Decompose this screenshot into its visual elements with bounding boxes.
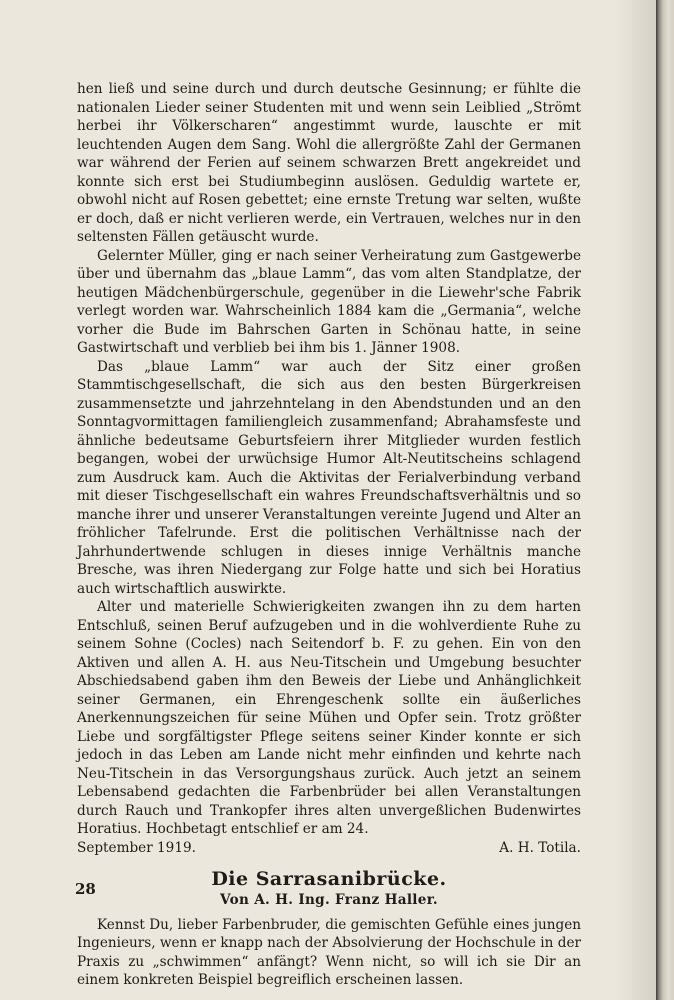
paragraph-5: Kennst Du, lieber Farbenbruder, die gemischten Gefühle eines jungen Ingenieurs, wenn er knapp nach der Absolvierung der Hochschule in der Praxis zu „schwimmen“ anfängt? Wenn nicht, so will ich sie Dir an einem konkreten Beispiel begreiflich erscheinen lassen. [77,916,581,988]
paragraph-1: hen ließ und seine durch und durch deutsche Gesinnung; er fühlte die nationalen Lieder seiner Studenten mit und wenn sein Leiblied „Strömt herbei ihr Völkerscharen“ angestimmt wurde, lauschte er mit leuchtenden Augen dem Sang. Wohl die allergrößte Zahl der Germanen war während der Ferien auf seinem schwarzen Brett angekreidet und konnte sich erst bei Studiumbeginn auslösen. Geduldig wartete er, obwohl nicht auf Rosen gebettet; eine ernste Tretung war selten, wußte er doch, daß er nicht verlieren werde, ein Vertrauen, welches nur in den seltensten Fällen getäuscht wurde. [77,81,581,245]
paragraph-3: Das „blaue Lamm“ war auch der Sitz einer großen Stammtischgesellschaft, die sich aus den besten Bürgerkreisen zusammensetzte und jahrzehntelang in den Abendstunden und an den Sonntagvormittagen familiengleich zusammenfand; Abrahamsfeste und ähnliche bedeutsame Geburtsfeiern ihrer Mitglieder wurden festlich begangen, wobei der urwüchsige Humor Alt-Neutitscheins schlagend zum Ausdruck kam. Auch die Aktivitas der Ferialverbindung verband mit dieser Tischgesellschaft ein wahres Freundschaftsverhältnis und so manche ihrer und unserer Veranstaltungen vereinte Jugend und Alter an fröhlicher Tafelrunde. Erst die politischen Verhältnisse nach der Jahrhundertwende schlugen in dieses innige Verhältnis manche Bresche, was ihren Niedergang zur Folge hatte und sich bei Horatius auch wirtschaftlich auswirkte. [77,358,581,597]
paragraph-2: Gelernter Müller, ging er nach seiner Verheiratung zum Gastgewerbe über und übernahm das „blaue Lamm“, das vom alten Standplatze, der heutigen Mädchenbürgerschule, gegenüber in die Liewehr'sche Fabrik verlegt worden war. Wahrscheinlich 1884 kam die „Germania“, welche vorher die Bude im Bahrschen Garten in Schönau hatte, in seine Gastwirtschaft und verblieb bei ihm bis 1. Jänner 1908. [77,247,581,356]
section-byline: Von A. H. Ing. Franz Haller. [220,892,438,908]
book-gutter [656,0,674,1000]
closing-date: September 1919. [77,839,196,856]
paragraph-4: Alter und materielle Schwierigkeiten zwangen ihn zu dem harten Entschluß, seinen Beruf aufzugeben und in die wohlverdiente Ruhe zu seinem Sohne (Cocles) nach Seitendorf b. F. zu gehen. Ein von den Aktiven und allen A. H. aus Neu-Titschein und Umgebung besuchter Abschiedsabend gaben ihm den Beweis der Liebe und Anhänglichkeit seiner Germanen, ein Ehrengeschenk sollte ein äußerliches Anerkennungszeichen für seine Mühen und Opfer sein. Trotz größter Liebe und sorgfältigster Pflege seitens seiner Kinder konnte er sich jedoch in das Leben am Lande nicht mehr einfinden und kehrte nach Neu-Titschein in das Versorgungshaus zurück. Auch jetzt an seinem Lebensabend gedachten die Farbenbrüder bei allen Veranstaltungen durch Rauch und Trankopfer ihres alten unvergeßlichen Budenwirtes Horatius. Hochbetagt entschlief er am 24. [77,599,581,837]
page-number: 28 [75,880,96,898]
body-text [77,80,581,990]
section-heading: Die Sarrasanibrücke. [211,868,447,890]
page-shadow [616,0,656,1000]
signature-line [77,839,581,858]
author-signature: A. H. Totila. [499,839,581,856]
